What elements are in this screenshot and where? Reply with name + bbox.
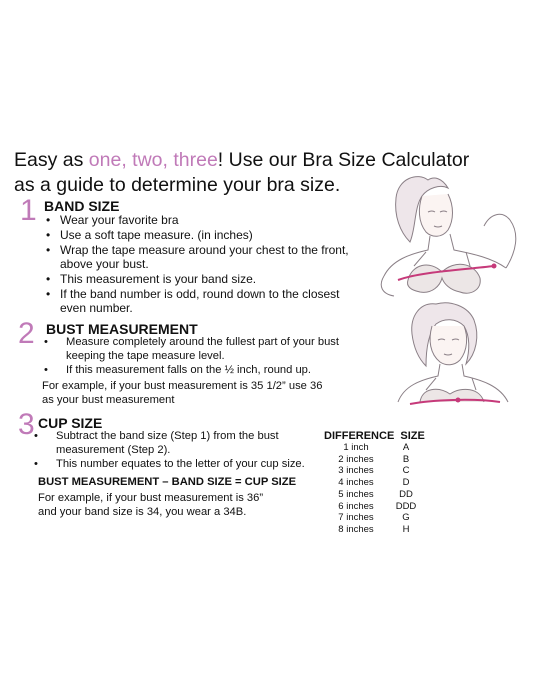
table-row: [324, 442, 434, 454]
step3-example: For example, if your bust measurement is 36” and your band size is 34, you wear a 34B.: [38, 492, 264, 518]
table-cell-size: DD: [399, 488, 413, 500]
cup-size-formula: BUST MEASUREMENT – BAND SIZE = CUP SIZE: [38, 476, 297, 488]
table-row: [324, 489, 434, 501]
step3-number: 3: [18, 408, 35, 441]
step2-example: For example, if your bust measurement is 35 1/2” use 36 as your bust measurement: [42, 380, 323, 406]
table-header: [324, 430, 434, 442]
table-cell-size: C: [402, 465, 410, 477]
table-cell-diff: 4 inches: [338, 477, 374, 489]
table-row: [324, 524, 434, 536]
table-cell-size: DDD: [395, 500, 417, 512]
step1-number: 1: [20, 194, 37, 227]
table-cell-size: B: [402, 453, 410, 465]
table-row: [324, 477, 434, 489]
list-item: • Wear your favorite bra: [44, 213, 350, 227]
table-cell-size: A: [402, 442, 410, 453]
table-header-size: SIZE: [400, 430, 425, 442]
table-row: [324, 512, 434, 524]
table-cell-diff: 7 inches: [338, 512, 374, 524]
list-item: • If the band number is odd, round down to the closest even number.: [44, 287, 350, 315]
table-cell-size: D: [402, 477, 410, 489]
bust-measure-illustration: [380, 298, 535, 418]
table-cell-diff: 1 inch: [343, 442, 369, 453]
intro-before: Easy as: [14, 149, 89, 171]
list-item: • This measurement is your band size.: [44, 272, 350, 286]
table-row: [324, 465, 434, 477]
table-row: [324, 454, 434, 466]
table-cell-diff: 3 inches: [338, 465, 374, 477]
band-measure-illustration: [370, 168, 530, 298]
list-item: • If this measurement falls on the ½ inch, round up.: [40, 364, 346, 378]
cup-size-table: [324, 430, 434, 536]
list-item: • Wrap the tape measure around your chest to the front, above your bust.: [44, 243, 350, 271]
step3-bullets: [30, 430, 310, 473]
table-cell-size: H: [402, 523, 410, 535]
intro-accent: one, two, three: [88, 149, 218, 171]
table-cell-diff: 6 inches: [338, 500, 374, 512]
intro-after: ! Use our Bra Size Calculator as a guide to determine your bra size.: [14, 149, 470, 196]
step2-number: 2: [18, 317, 35, 350]
list-item: • Use a soft tape measure. (in inches): [44, 228, 350, 242]
table-row: [324, 501, 434, 513]
table-cell-size: G: [402, 512, 410, 524]
list-item: • Measure completely around the fullest part of your bust keeping the tape measure level.: [40, 336, 346, 363]
step2-title: BUST MEASUREMENT: [46, 321, 198, 337]
table-cell-diff: 2 inches: [338, 453, 374, 465]
table-cell-diff: 5 inches: [338, 488, 374, 500]
table-cell-diff: 8 inches: [338, 523, 374, 535]
step1-title: BAND SIZE: [44, 198, 120, 214]
step2-bullets: [40, 336, 346, 379]
step1-bullets: [44, 213, 350, 316]
list-item: • Subtract the band size (Step 1) from the bust measurement (Step 2).: [30, 430, 310, 457]
list-item: • This number equates to the letter of your cup size.: [30, 458, 310, 472]
step3-title: CUP SIZE: [38, 415, 103, 431]
table-header-difference: DIFFERENCE: [324, 430, 395, 442]
